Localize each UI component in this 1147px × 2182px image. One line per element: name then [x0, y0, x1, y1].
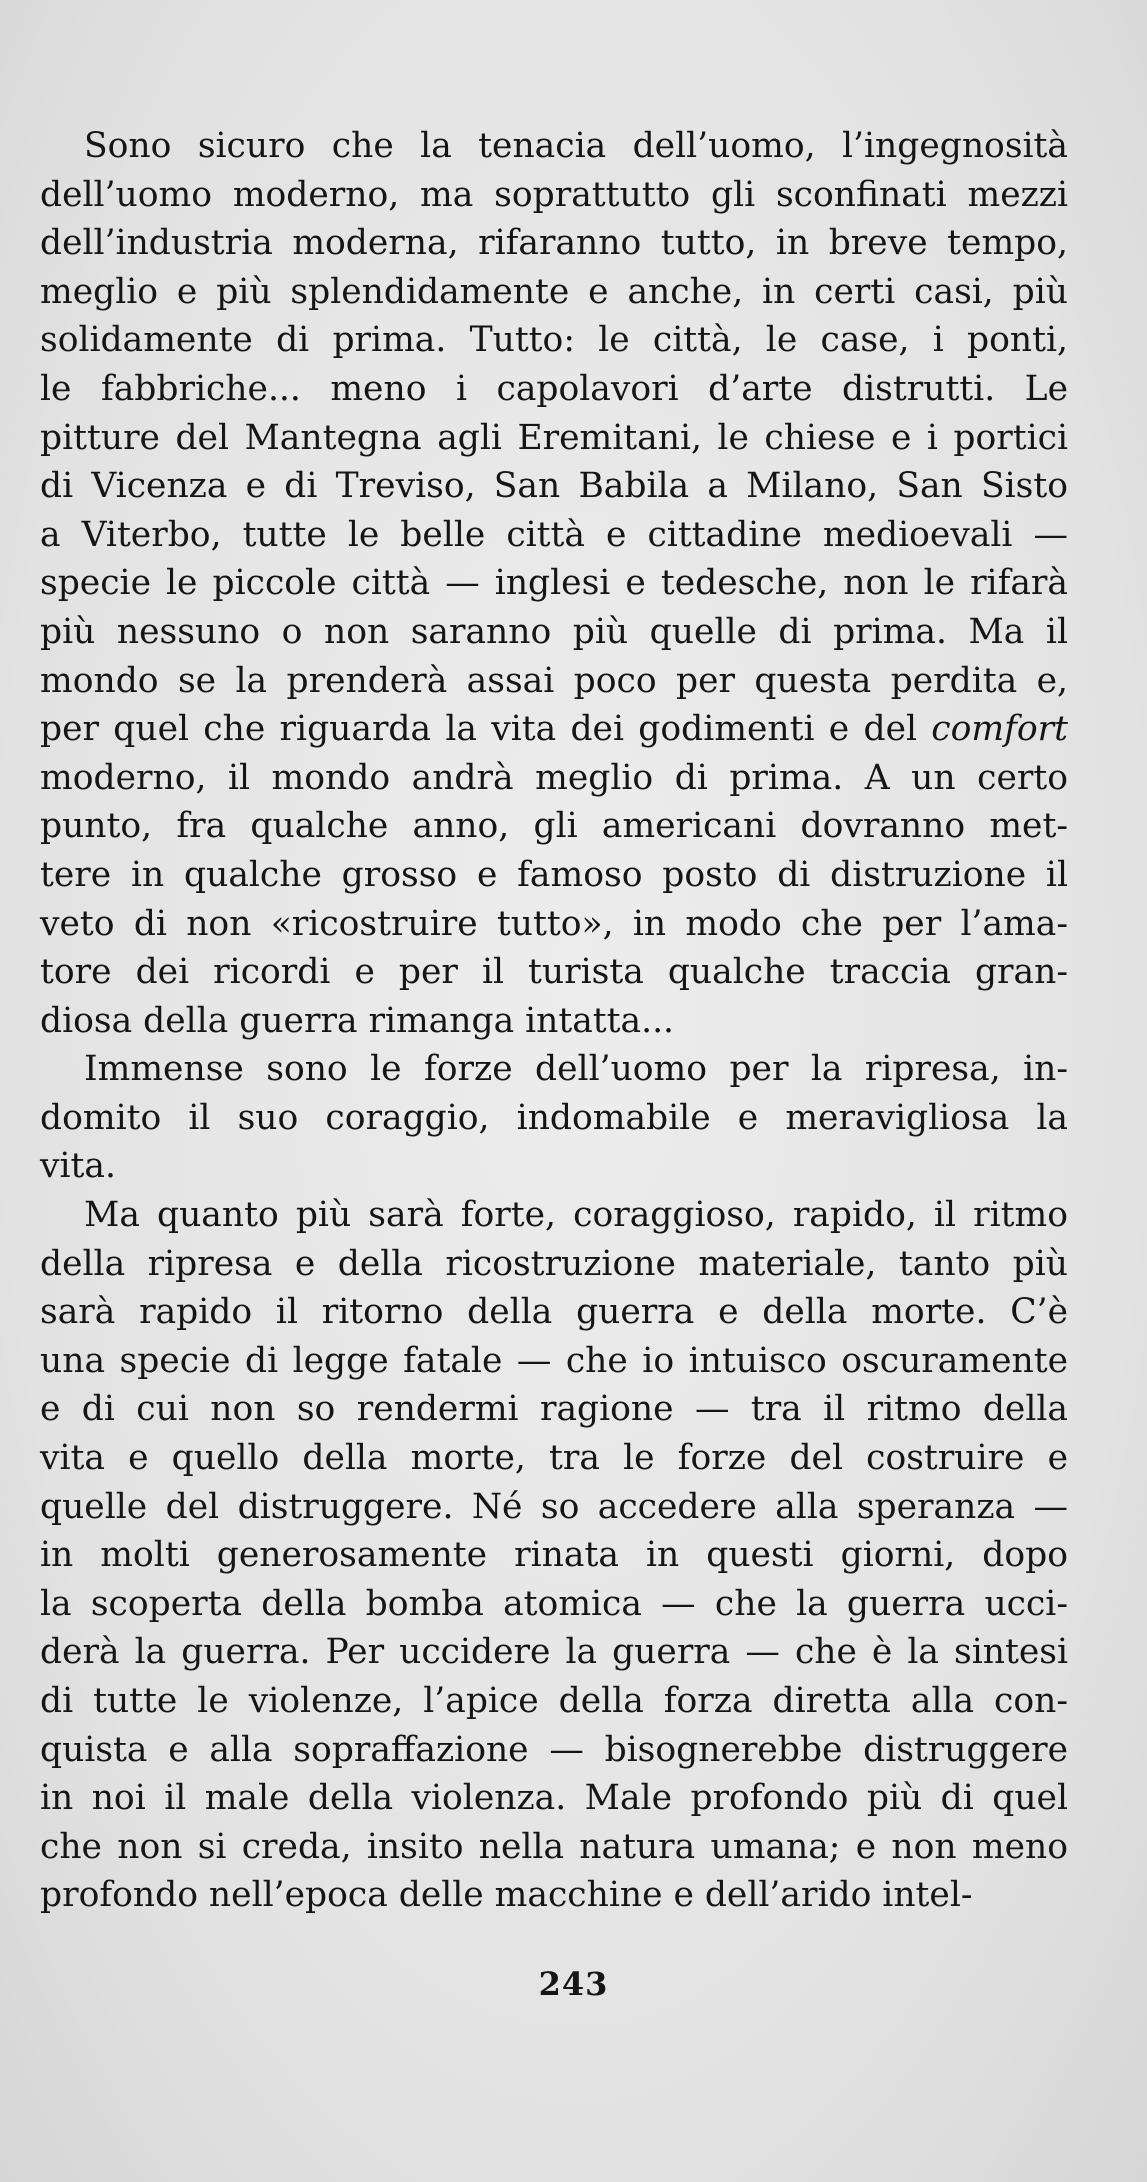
text-line: punto, fra qualche anno, gli americani dovranno met-	[40, 806, 1068, 847]
text-line: una specie di legge fatale — che io intuisco oscuramente	[40, 1340, 1068, 1381]
text-line: sarà rapido il ritorno della guerra e della morte. C’è	[40, 1292, 1068, 1333]
text-line: a Viterbo, tutte le belle città e cittadine medioevali —	[40, 514, 1068, 555]
text-line: quista e alla sopraffazione — bisognerebbe distruggere	[40, 1729, 1068, 1770]
text-line: della ripresa e della ricostruzione materiale, tanto più	[40, 1243, 1068, 1284]
text-line: Ma quanto più sarà forte, coraggioso, rapido, il ritmo	[84, 1195, 1068, 1236]
text-line: profondo nell’epoca delle macchine e dell’arido intel-	[40, 1875, 973, 1916]
text-line: che non si creda, insito nella natura umana; e non meno	[40, 1826, 1068, 1867]
text-line: in noi il male della violenza. Male profondo più di quel	[40, 1778, 1068, 1819]
text-line: vita.	[40, 1146, 116, 1187]
text-line: di Vicenza e di Treviso, San Babila a Milano, San Sisto	[40, 466, 1068, 507]
text-line: tore dei ricordi e per il turista qualche traccia gran-	[40, 952, 1068, 993]
text-line: pitture del Mantegna agli Eremitani, le chiese e i portici	[40, 417, 1068, 458]
text-line: la scoperta della bomba atomica — che la guerra ucci-	[40, 1583, 1068, 1624]
text-line: vita e quello della morte, tra le forze del costruire e	[40, 1438, 1068, 1479]
body-text	[40, 122, 1068, 1920]
text-line: dell’uomo moderno, ma soprattutto gli sconfinati mezzi	[40, 174, 1068, 215]
text-line: derà la guerra. Per uccidere la guerra — che è la sintesi	[40, 1632, 1068, 1673]
text-line: specie le piccole città — inglesi e tedesche, non le rifarà	[40, 563, 1068, 604]
text-line: in molti generosamente rinata in questi giorni, dopo	[40, 1535, 1068, 1576]
text-line: mondo se la prenderà assai poco per questa perdita e,	[40, 660, 1068, 701]
text-line: e di cui non so rendermi ragione — tra il ritmo della	[40, 1389, 1068, 1430]
text-line: meglio e più splendidamente e anche, in certi casi, più	[40, 271, 1068, 312]
text-line: dell’industria moderna, rifaranno tutto, in breve tempo,	[40, 223, 1068, 264]
text-line: di tutte le violenze, l’apice della forza diretta alla con-	[40, 1681, 1068, 1721]
text-line: le fabbriche... meno i capolavori d’arte distrutti. Le	[40, 368, 1068, 409]
text-line: quelle del distruggere. Né so accedere alla speranza —	[40, 1486, 1068, 1527]
text-line: più nessuno o non saranno più quelle di prima. Ma il	[40, 611, 1068, 652]
text-line: diosa della guerra rimanga intatta...	[40, 1000, 675, 1041]
text-line: solidamente di prima. Tutto: le città, le case, i ponti,	[40, 320, 1068, 361]
text-line: per quel che riguarda la vita dei godimenti e del comfort	[40, 709, 1068, 750]
text-line: Immense sono le forze dell’uomo per la ripresa, in-	[84, 1049, 1068, 1090]
text-line: tere in qualche grosso e famoso posto di distruzione il	[40, 854, 1068, 895]
text-line: veto di non «ricostruire tutto», in modo che per l’ama-	[40, 903, 1068, 944]
text-line: moderno, il mondo andrà meglio di prima. A un certo	[40, 757, 1068, 798]
page-number: 243	[538, 1965, 609, 2003]
text-line: domito il suo coraggio, indomabile e meravigliosa la	[40, 1097, 1068, 1138]
text-line: Sono sicuro che la tenacia dell’uomo, l’ingegnosità	[84, 126, 1068, 166]
